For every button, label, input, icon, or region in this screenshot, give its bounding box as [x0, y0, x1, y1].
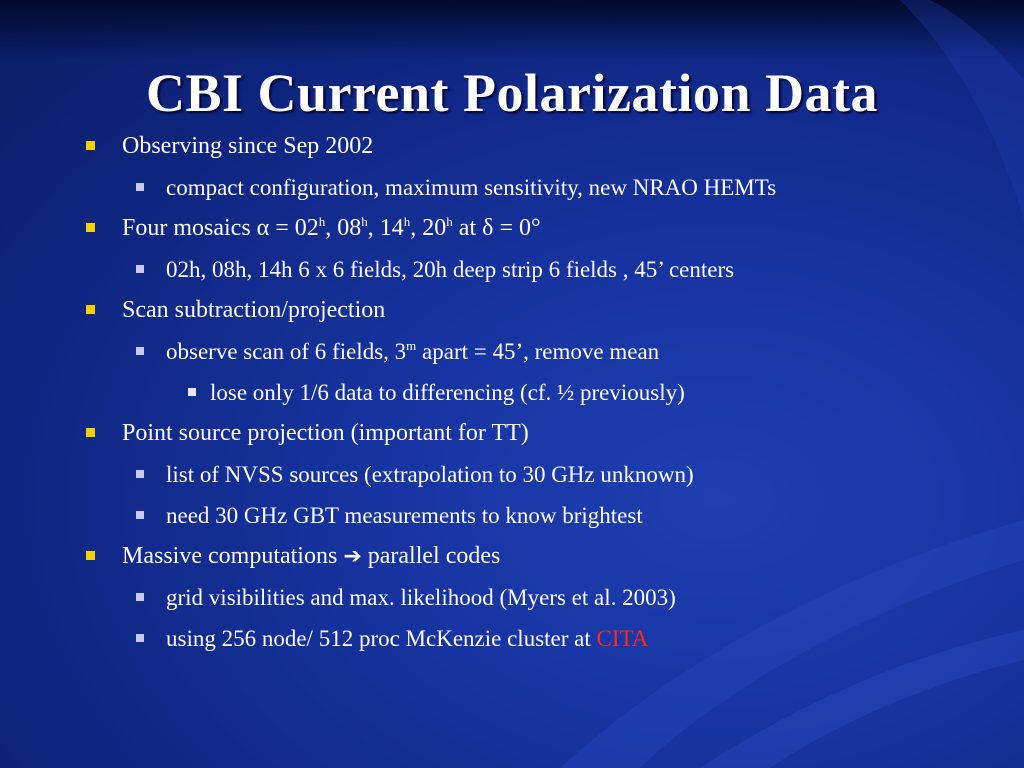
bullet-text: 02h, 08h, 14h 6 x 6 fields, 20h deep strip 6 fields , 45’ centers	[166, 257, 735, 282]
square-bullet-icon	[86, 223, 95, 232]
square-bullet-icon	[86, 551, 95, 560]
square-bullet-icon	[136, 593, 144, 601]
square-bullet-icon	[86, 428, 95, 437]
bullet-list	[84, 126, 1004, 659]
bullet-text: Observing since Sep 2002	[122, 133, 374, 159]
list-item	[84, 454, 1004, 495]
bullet-text: compact configuration, maximum sensitivity, new NRAO HEMTs	[166, 175, 777, 200]
alpha-symbol: α	[256, 215, 270, 241]
list-item	[84, 208, 1004, 249]
list-item	[84, 126, 1004, 167]
list-item	[84, 577, 1004, 618]
square-bullet-icon	[188, 388, 196, 396]
list-item	[84, 249, 1004, 290]
bullet-text: Scan subtraction/projection	[122, 297, 386, 323]
list-item	[84, 290, 1004, 331]
bullet-text: using 256 node/ 512 proc McKenzie cluster at CITA	[166, 626, 649, 651]
slide-title: CBI Current Polarization Data	[146, 63, 878, 123]
square-bullet-icon	[136, 511, 144, 519]
bullet-text: lose only 1/6 data to differencing (cf. ½ previously)	[210, 380, 685, 405]
cita-highlight: CITA	[596, 626, 649, 651]
bullet-text: Point source projection (important for TT)	[122, 420, 529, 446]
square-bullet-icon	[86, 141, 95, 150]
list-item	[84, 536, 1004, 577]
list-item	[84, 372, 1004, 413]
bullet-text: Four mosaics $\alpha = 02^h$, 08$^h$, 14$^h$, 20$^h$ at δ = 0°	[122, 214, 541, 241]
square-bullet-icon	[136, 470, 144, 478]
list-item	[84, 167, 1004, 208]
list-item	[84, 495, 1004, 536]
list-item	[84, 413, 1004, 454]
bullet-text: observe scan of 6 fields, 3$^m$ apart = 45’, remove mean	[166, 338, 660, 364]
square-bullet-icon	[136, 634, 144, 642]
square-bullet-icon	[86, 305, 95, 314]
bullet-text: grid visibilities and max. likelihood (Myers et al. 2003)	[166, 585, 676, 610]
right-arrow-icon: ➔	[343, 544, 362, 569]
list-item	[84, 618, 1004, 659]
bullet-text: Massive computations ➔ parallel codes	[122, 543, 501, 569]
bullet-text: need 30 GHz GBT measurements to know brightest	[166, 503, 643, 528]
delta-symbol: δ	[482, 215, 494, 241]
list-item	[84, 331, 1004, 372]
square-bullet-icon	[136, 183, 144, 191]
square-bullet-icon	[136, 347, 144, 355]
bullet-text: list of NVSS sources (extrapolation to 30 GHz unknown)	[166, 462, 694, 487]
square-bullet-icon	[136, 265, 144, 273]
